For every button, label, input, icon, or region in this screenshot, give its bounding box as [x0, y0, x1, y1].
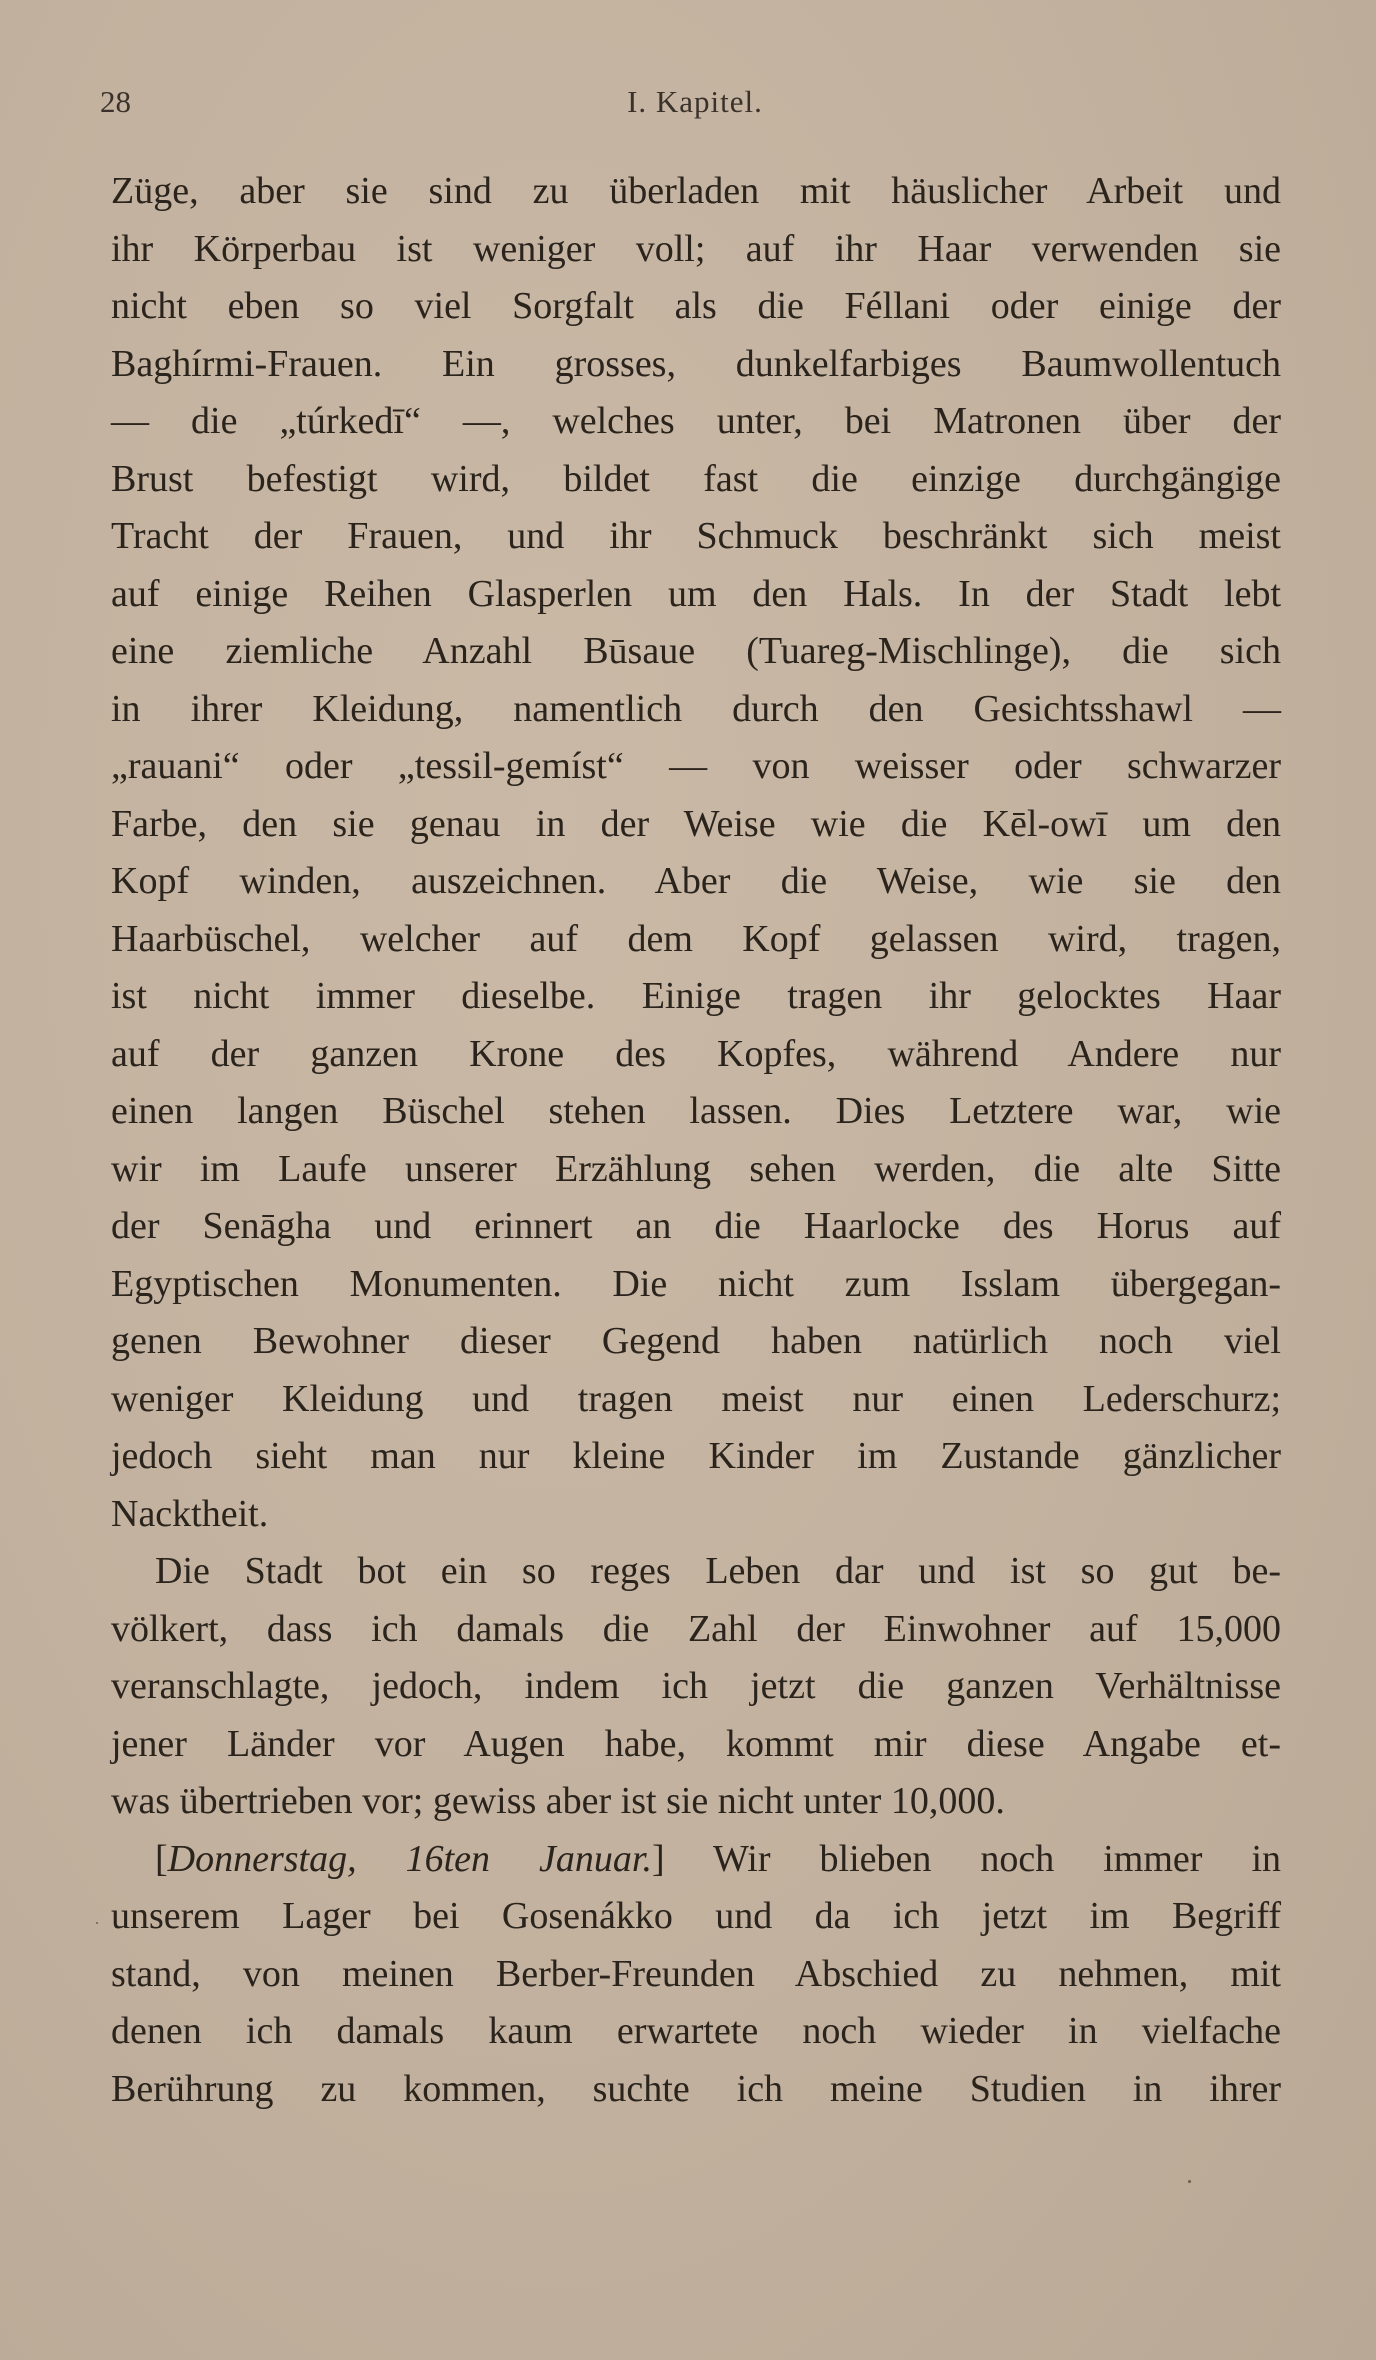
paper-speck	[96, 1922, 98, 1924]
text-line: in ihrer Kleidung, namentlich durch den Gesichtsshawl —	[111, 687, 1281, 730]
text-line: ist nicht immer dieselbe. Einige tragen ihr gelocktes Haar	[111, 975, 1281, 1017]
text-line: Farbe, den sie genau in der Weise wie die Kēl-owī um den	[111, 802, 1281, 845]
text-line: auf der ganzen Krone des Kopfes, während Andere nur	[111, 1032, 1281, 1075]
text-line-dated	[111, 1831, 1281, 1889]
body-text	[111, 163, 1281, 2118]
text-line: ihr Körperbau ist weniger voll; auf ihr Haar verwenden sie	[111, 227, 1281, 270]
text-line: Egyptischen Monumenten. Die nicht zum Isslam übergegan-	[111, 1262, 1281, 1305]
text-line: genen Bewohner dieser Gegend haben natürlich noch viel	[111, 1320, 1281, 1362]
text-line: Berührung zu kommen, suchte ich meine Studien in ihrer	[111, 2067, 1281, 2110]
text-line: jener Länder vor Augen habe, kommt mir diese Angabe et-	[111, 1722, 1281, 1765]
paragraph-3	[111, 1831, 1281, 2119]
text-line: einen langen Büschel stehen lassen. Dies Letztere war, wie	[111, 1090, 1281, 1132]
text-line: Züge, aber sie sind zu überladen mit häuslicher Arbeit und	[111, 170, 1281, 212]
text-line: wir im Laufe unserer Erzählung sehen werden, die alte Sitte	[111, 1147, 1281, 1190]
text-line: jedoch sieht man nur kleine Kinder im Zustande gänzlicher	[111, 1435, 1281, 1477]
date-heading: Donnerstag, 16ten Januar.	[167, 1837, 652, 1880]
text-line: denen ich damals kaum erwartete noch wieder in vielfache	[111, 2010, 1281, 2052]
text-line: Die Stadt bot ein so reges Leben dar und ist so gut be-	[155, 1550, 1281, 1592]
page-number: 28	[100, 84, 131, 119]
text-line: auf einige Reihen Glasperlen um den Hals. In der Stadt lebt	[111, 572, 1281, 615]
text-line: eine ziemliche Anzahl Būsaue (Tuareg-Mischlinge), die sich	[111, 630, 1281, 672]
text-line: veranschlagte, jedoch, indem ich jetzt die ganzen Verhältnisse	[111, 1665, 1281, 1707]
text-line: völkert, dass ich damals die Zahl der Einwohner auf 15,000	[111, 1607, 1281, 1650]
text-line: Nacktheit.	[111, 1492, 269, 1535]
text-line: Brust befestigt wird, bildet fast die einzige durchgängige	[111, 457, 1281, 500]
text-line: — die „túrkedī“ —, welches unter, bei Matronen über der	[111, 400, 1281, 442]
date-bracket-close: ]	[651, 1837, 665, 1880]
text-line: Haarbüschel, welcher auf dem Kopf gelassen wird, tragen,	[111, 917, 1281, 960]
paragraph-1	[111, 163, 1281, 1543]
text-line: Kopf winden, auszeichnen. Aber die Weise, wie sie den	[111, 860, 1281, 902]
text-line: „rauani“ oder „tessil-gemíst“ — von weisser oder schwarzer	[111, 745, 1281, 787]
text-line: stand, von meinen Berber-Freunden Abschied zu nehmen, mit	[111, 1952, 1281, 1995]
running-head: I. Kapitel.	[627, 84, 763, 119]
date-bracket-open: [	[155, 1837, 168, 1880]
text-fragment: Wir blieben noch immer in	[664, 1837, 1281, 1880]
text-line: Tracht der Frauen, und ihr Schmuck beschränkt sich meist	[111, 515, 1281, 557]
text-line: nicht eben so viel Sorgfalt als die Féllani oder einige der	[111, 285, 1281, 327]
text-line: was übertrieben vor; gewiss aber ist sie nicht unter 10,000.	[111, 1780, 1005, 1822]
text-line: der Senāgha und erinnert an die Haarlocke des Horus auf	[111, 1205, 1281, 1247]
text-line: unserem Lager bei Gosenákko und da ich jetzt im Begriff	[111, 1895, 1281, 1937]
paper-speck	[1188, 2180, 1191, 2183]
paragraph-2	[111, 1543, 1281, 1831]
text-line: weniger Kleidung und tragen meist nur einen Lederschurz;	[111, 1377, 1281, 1420]
text-line: Baghírmi-Frauen. Ein grosses, dunkelfarbiges Baumwollentuch	[111, 342, 1281, 385]
page-header	[100, 84, 1290, 134]
